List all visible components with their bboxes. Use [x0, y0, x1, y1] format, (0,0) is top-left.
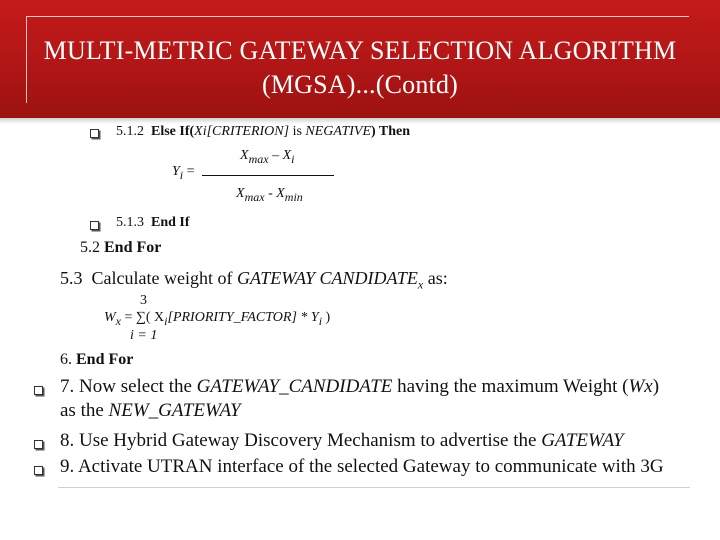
title-line-1: MULTI-METRIC GATEWAY SELECTION ALGORITHM	[43, 36, 677, 65]
fraction-line	[202, 175, 334, 176]
bottom-divider	[58, 487, 690, 488]
criterion-text: Xi[CRITERION]	[194, 124, 290, 139]
formula-1-lhs: $Y_i$ =	[172, 164, 195, 182]
sum-lower-limit: i = 1	[130, 328, 158, 343]
step-5-1-3: 5.1.3 End If	[116, 215, 190, 230]
negative-text: NEGATIVE	[305, 124, 371, 139]
step-5-1-2-number: 5.1.2	[116, 124, 144, 139]
title-line-2: (MGSA)...(Contd)	[261, 70, 459, 99]
step-8: 8. Use Hybrid Gateway Discovery Mechanism to advertise the GATEWAY	[60, 430, 624, 451]
gateway-candidate: GATEWAY CANDIDATE	[236, 268, 418, 288]
page-title	[0, 34, 720, 102]
formula-1-denominator: $X_{max} - X_{min}$	[236, 186, 303, 204]
title-banner	[0, 0, 720, 118]
step-5-3: 5.3 Calculate weight of GATEWAY $CANDIDATE_x$ as:	[60, 268, 448, 292]
else-if-keyword: Else If(	[151, 124, 195, 139]
step-5-1-2	[116, 124, 410, 140]
square-bullet-icon	[90, 129, 99, 138]
square-bullet-icon	[34, 440, 43, 449]
formula-1-numerator: $X_{max} - X_i$	[240, 148, 295, 166]
step-7-line-2: as the NEW_GATEWAY	[60, 400, 241, 421]
formula-2: $W_x$ = ∑( $X_i[PRIORITY\_FACTOR] * Y_i$ )	[104, 310, 331, 328]
square-bullet-icon	[34, 466, 43, 475]
then-keyword: ) Then	[371, 124, 411, 139]
is-text: is	[289, 124, 306, 139]
step-9: 9. Activate UTRAN interface of the selected Gateway to communicate with 3G	[60, 456, 664, 477]
step-6: 6. End For	[60, 351, 134, 368]
sum-upper-limit: 3	[140, 293, 147, 308]
step-5-2: 5.2 End For	[80, 239, 162, 256]
square-bullet-icon	[90, 221, 99, 230]
step-7-line-1: 7. Now select the GATEWAY_CANDIDATE having the maximum Weight (Wx)	[60, 376, 660, 397]
square-bullet-icon	[34, 386, 43, 395]
